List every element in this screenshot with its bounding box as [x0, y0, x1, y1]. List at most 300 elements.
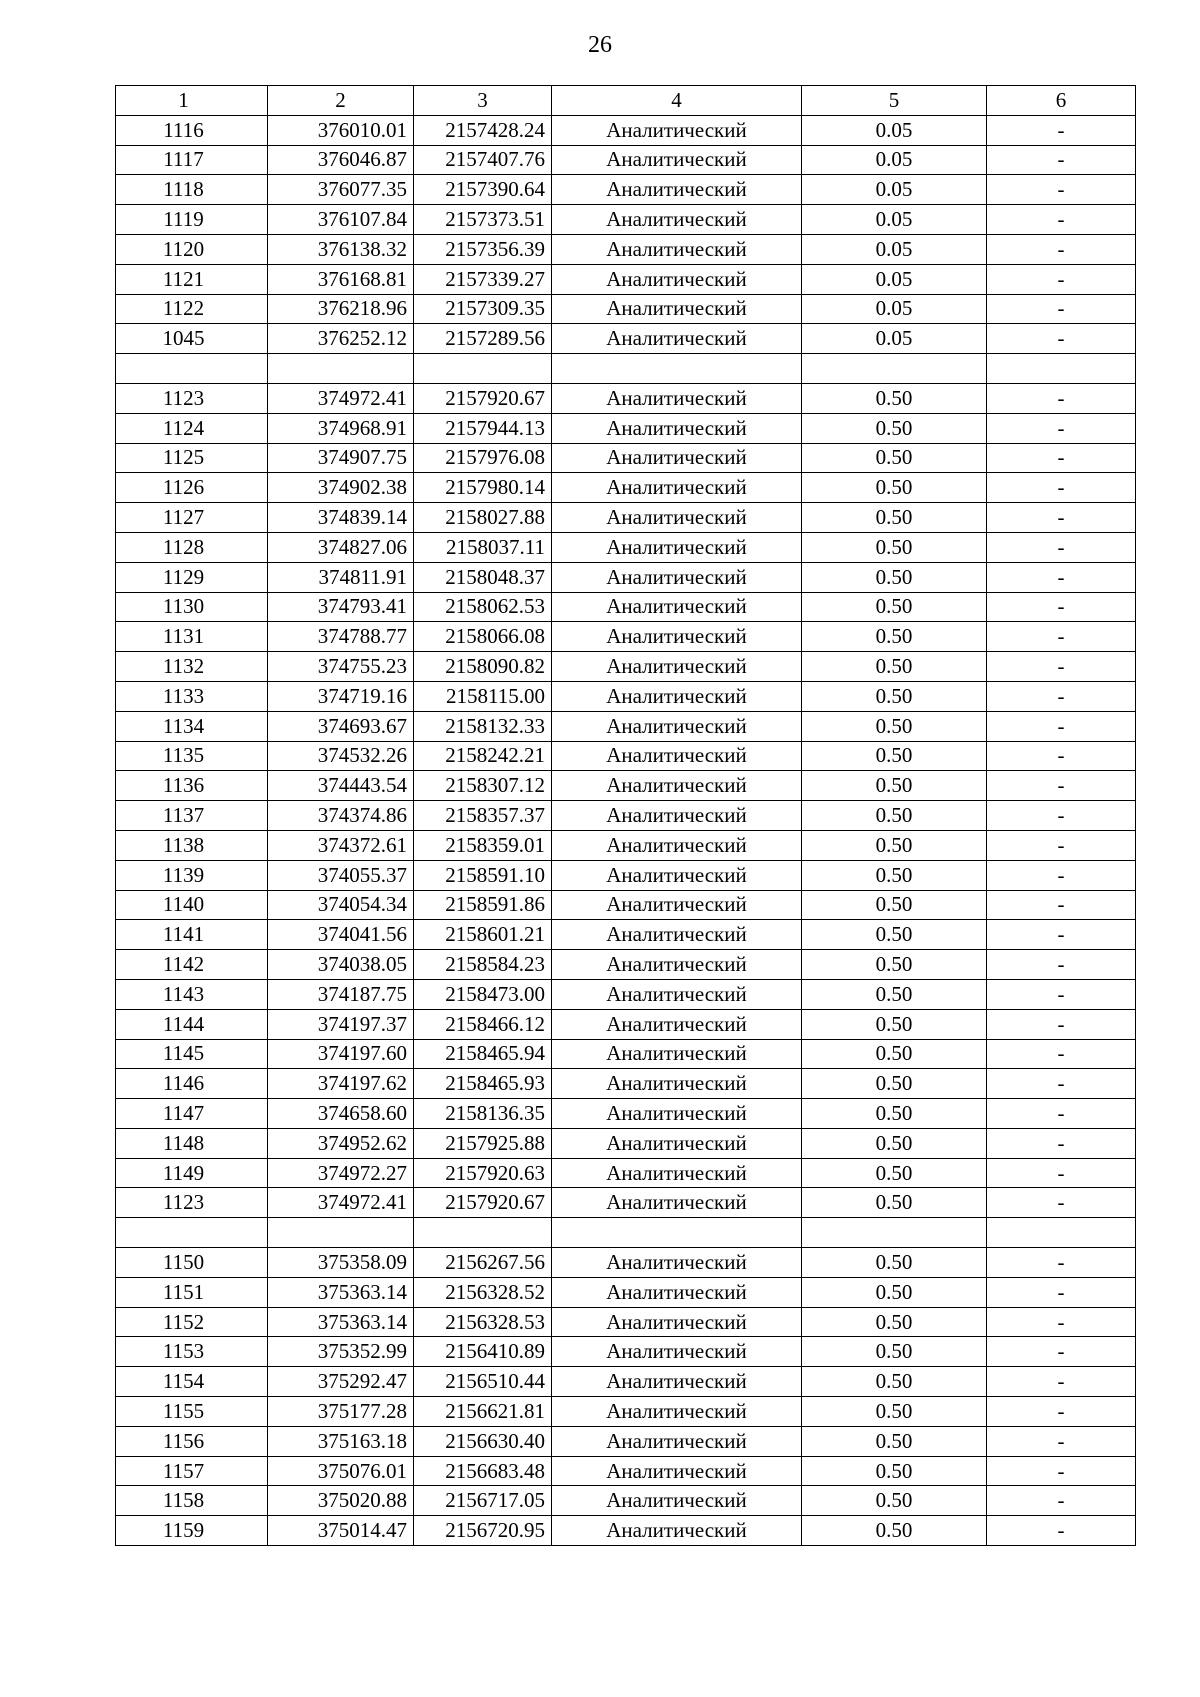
y-coordinate-cell: 2158037.11 [414, 532, 552, 562]
method-cell: Аналитический [552, 1188, 802, 1218]
note-cell: - [987, 860, 1136, 890]
note-cell: - [987, 1397, 1136, 1427]
point-number-cell: 1133 [116, 681, 268, 711]
x-coordinate-cell: 375358.09 [268, 1248, 414, 1278]
method-cell: Аналитический [552, 1426, 802, 1456]
table-row [116, 711, 1136, 741]
x-coordinate-cell: 374038.05 [268, 950, 414, 980]
x-coordinate-cell: 374793.41 [268, 592, 414, 622]
table-row [116, 979, 1136, 1009]
x-coordinate-cell: 375177.28 [268, 1397, 414, 1427]
x-coordinate-cell: 376077.35 [268, 175, 414, 205]
point-number-cell: 1134 [116, 711, 268, 741]
y-coordinate-cell: 2157339.27 [414, 264, 552, 294]
precision-cell: 0.50 [802, 1277, 987, 1307]
note-cell: - [987, 1188, 1136, 1218]
point-number-cell: 1139 [116, 860, 268, 890]
x-coordinate-cell: 375163.18 [268, 1426, 414, 1456]
precision-cell: 0.50 [802, 473, 987, 503]
point-number-cell: 1045 [116, 324, 268, 354]
x-coordinate-cell: 374788.77 [268, 622, 414, 652]
note-cell: - [987, 592, 1136, 622]
method-cell: Аналитический [552, 205, 802, 235]
note-cell: - [987, 562, 1136, 592]
method-cell: Аналитический [552, 741, 802, 771]
note-cell: - [987, 1277, 1136, 1307]
note-cell: - [987, 473, 1136, 503]
header-cell: 4 [552, 86, 802, 116]
precision-cell: 0.50 [802, 1307, 987, 1337]
precision-cell: 0.05 [802, 145, 987, 175]
y-coordinate-cell: 2158242.21 [414, 741, 552, 771]
method-cell: Аналитический [552, 652, 802, 682]
precision-cell: 0.05 [802, 264, 987, 294]
note-cell: - [987, 1128, 1136, 1158]
point-number-cell: 1130 [116, 592, 268, 622]
note-cell [987, 354, 1136, 384]
note-cell: - [987, 771, 1136, 801]
x-coordinate-cell: 374907.75 [268, 443, 414, 473]
table-row [116, 503, 1136, 533]
x-coordinate-cell: 374374.86 [268, 801, 414, 831]
point-number-cell: 1140 [116, 890, 268, 920]
x-coordinate-cell: 376218.96 [268, 294, 414, 324]
precision-cell: 0.50 [802, 592, 987, 622]
precision-cell: 0.50 [802, 1248, 987, 1278]
x-coordinate-cell: 374972.41 [268, 1188, 414, 1218]
method-cell: Аналитический [552, 443, 802, 473]
precision-cell: 0.50 [802, 1516, 987, 1546]
x-coordinate-cell: 374972.41 [268, 383, 414, 413]
method-cell: Аналитический [552, 532, 802, 562]
note-cell: - [987, 1337, 1136, 1367]
y-coordinate-cell: 2156328.52 [414, 1277, 552, 1307]
method-cell [552, 354, 802, 384]
y-coordinate-cell: 2157390.64 [414, 175, 552, 205]
point-number-cell: 1128 [116, 532, 268, 562]
method-cell: Аналитический [552, 1277, 802, 1307]
point-number-cell: 1151 [116, 1277, 268, 1307]
precision-cell: 0.50 [802, 622, 987, 652]
point-number-cell: 1149 [116, 1158, 268, 1188]
precision-cell: 0.05 [802, 115, 987, 145]
method-cell: Аналитический [552, 1397, 802, 1427]
table-row [116, 473, 1136, 503]
y-coordinate-cell: 2156630.40 [414, 1426, 552, 1456]
y-coordinate-cell: 2157920.67 [414, 383, 552, 413]
table-row [116, 860, 1136, 890]
point-number-cell: 1158 [116, 1486, 268, 1516]
y-coordinate-cell: 2158591.86 [414, 890, 552, 920]
note-cell: - [987, 443, 1136, 473]
note-cell: - [987, 1248, 1136, 1278]
point-number-cell: 1150 [116, 1248, 268, 1278]
precision-cell: 0.50 [802, 950, 987, 980]
y-coordinate-cell: 2158048.37 [414, 562, 552, 592]
y-coordinate-cell: 2158027.88 [414, 503, 552, 533]
precision-cell [802, 354, 987, 384]
x-coordinate-cell: 375014.47 [268, 1516, 414, 1546]
coordinates-table [115, 85, 1136, 1546]
precision-cell: 0.50 [802, 1069, 987, 1099]
precision-cell: 0.05 [802, 175, 987, 205]
x-coordinate-cell: 375076.01 [268, 1456, 414, 1486]
note-cell: - [987, 294, 1136, 324]
point-number-cell: 1127 [116, 503, 268, 533]
y-coordinate-cell: 2157925.88 [414, 1128, 552, 1158]
method-cell: Аналитический [552, 1248, 802, 1278]
note-cell: - [987, 950, 1136, 980]
method-cell: Аналитический [552, 294, 802, 324]
note-cell: - [987, 532, 1136, 562]
method-cell: Аналитический [552, 950, 802, 980]
y-coordinate-cell: 2158473.00 [414, 979, 552, 1009]
point-number-cell: 1152 [116, 1307, 268, 1337]
table-row [116, 622, 1136, 652]
precision-cell: 0.50 [802, 771, 987, 801]
note-cell: - [987, 1039, 1136, 1069]
x-coordinate-cell: 376168.81 [268, 264, 414, 294]
precision-cell: 0.50 [802, 1456, 987, 1486]
precision-cell: 0.05 [802, 234, 987, 264]
table-row [116, 413, 1136, 443]
point-number-cell: 1143 [116, 979, 268, 1009]
y-coordinate-cell: 2158307.12 [414, 771, 552, 801]
y-coordinate-cell: 2156267.56 [414, 1248, 552, 1278]
y-coordinate-cell: 2158601.21 [414, 920, 552, 950]
note-cell: - [987, 801, 1136, 831]
precision-cell: 0.50 [802, 532, 987, 562]
x-coordinate-cell: 374952.62 [268, 1128, 414, 1158]
x-coordinate-cell: 374719.16 [268, 681, 414, 711]
note-cell: - [987, 1099, 1136, 1129]
precision-cell: 0.50 [802, 1158, 987, 1188]
precision-cell: 0.50 [802, 920, 987, 950]
x-coordinate-cell [268, 1218, 414, 1248]
precision-cell: 0.05 [802, 294, 987, 324]
y-coordinate-cell: 2156720.95 [414, 1516, 552, 1546]
point-number-cell: 1156 [116, 1426, 268, 1456]
x-coordinate-cell: 374902.38 [268, 473, 414, 503]
x-coordinate-cell: 375020.88 [268, 1486, 414, 1516]
precision-cell: 0.50 [802, 1039, 987, 1069]
table-separator-row [116, 354, 1136, 384]
table-row [116, 950, 1136, 980]
table-row [116, 1248, 1136, 1278]
point-number-cell: 1122 [116, 294, 268, 324]
point-number-cell: 1155 [116, 1397, 268, 1427]
method-cell: Аналитический [552, 562, 802, 592]
x-coordinate-cell: 375352.99 [268, 1337, 414, 1367]
table-row [116, 1456, 1136, 1486]
y-coordinate-cell: 2156621.81 [414, 1397, 552, 1427]
point-number-cell: 1132 [116, 652, 268, 682]
note-cell: - [987, 681, 1136, 711]
table-row [116, 830, 1136, 860]
y-coordinate-cell: 2157920.63 [414, 1158, 552, 1188]
point-number-cell: 1123 [116, 1188, 268, 1218]
method-cell: Аналитический [552, 979, 802, 1009]
table-row [116, 1099, 1136, 1129]
x-coordinate-cell: 376252.12 [268, 324, 414, 354]
point-number-cell: 1141 [116, 920, 268, 950]
precision-cell [802, 1218, 987, 1248]
note-cell: - [987, 622, 1136, 652]
precision-cell: 0.50 [802, 443, 987, 473]
y-coordinate-cell: 2156683.48 [414, 1456, 552, 1486]
note-cell: - [987, 1158, 1136, 1188]
note-cell: - [987, 741, 1136, 771]
method-cell: Аналитический [552, 681, 802, 711]
y-coordinate-cell: 2158466.12 [414, 1009, 552, 1039]
x-coordinate-cell: 374443.54 [268, 771, 414, 801]
y-coordinate-cell: 2157309.35 [414, 294, 552, 324]
precision-cell: 0.50 [802, 413, 987, 443]
point-number-cell: 1121 [116, 264, 268, 294]
x-coordinate-cell: 374811.91 [268, 562, 414, 592]
note-cell: - [987, 1069, 1136, 1099]
y-coordinate-cell: 2156510.44 [414, 1367, 552, 1397]
note-cell: - [987, 652, 1136, 682]
precision-cell: 0.50 [802, 741, 987, 771]
method-cell: Аналитический [552, 860, 802, 890]
note-cell: - [987, 503, 1136, 533]
y-coordinate-cell: 2156328.53 [414, 1307, 552, 1337]
y-coordinate-cell: 2157980.14 [414, 473, 552, 503]
note-cell: - [987, 145, 1136, 175]
y-coordinate-cell [414, 354, 552, 384]
method-cell: Аналитический [552, 1069, 802, 1099]
method-cell: Аналитический [552, 1516, 802, 1546]
note-cell: - [987, 413, 1136, 443]
note-cell: - [987, 115, 1136, 145]
method-cell: Аналитический [552, 1009, 802, 1039]
x-coordinate-cell: 374827.06 [268, 532, 414, 562]
x-coordinate-cell: 376107.84 [268, 205, 414, 235]
y-coordinate-cell: 2158066.08 [414, 622, 552, 652]
method-cell: Аналитический [552, 592, 802, 622]
table-row [116, 234, 1136, 264]
y-coordinate-cell: 2158090.82 [414, 652, 552, 682]
precision-cell: 0.50 [802, 1128, 987, 1158]
page-number: 26 [588, 32, 612, 58]
method-cell: Аналитический [552, 801, 802, 831]
method-cell: Аналитический [552, 264, 802, 294]
note-cell: - [987, 234, 1136, 264]
method-cell: Аналитический [552, 234, 802, 264]
table-row [116, 532, 1136, 562]
method-cell: Аналитический [552, 830, 802, 860]
note-cell: - [987, 890, 1136, 920]
method-cell: Аналитический [552, 1367, 802, 1397]
method-cell: Аналитический [552, 771, 802, 801]
header-cell: 2 [268, 86, 414, 116]
x-coordinate-cell: 376010.01 [268, 115, 414, 145]
y-coordinate-cell: 2158359.01 [414, 830, 552, 860]
precision-cell: 0.50 [802, 890, 987, 920]
point-number-cell [116, 354, 268, 384]
note-cell: - [987, 1367, 1136, 1397]
precision-cell: 0.50 [802, 681, 987, 711]
point-number-cell: 1147 [116, 1099, 268, 1129]
y-coordinate-cell: 2157976.08 [414, 443, 552, 473]
y-coordinate-cell: 2158465.93 [414, 1069, 552, 1099]
table-row [116, 383, 1136, 413]
y-coordinate-cell: 2157428.24 [414, 115, 552, 145]
method-cell: Аналитический [552, 920, 802, 950]
table-row [116, 1277, 1136, 1307]
y-coordinate-cell: 2157407.76 [414, 145, 552, 175]
y-coordinate-cell: 2157920.67 [414, 1188, 552, 1218]
note-cell: - [987, 1486, 1136, 1516]
method-cell: Аналитический [552, 1099, 802, 1129]
note-cell: - [987, 383, 1136, 413]
x-coordinate-cell: 374197.62 [268, 1069, 414, 1099]
point-number-cell: 1117 [116, 145, 268, 175]
method-cell: Аналитический [552, 1337, 802, 1367]
point-number-cell: 1159 [116, 1516, 268, 1546]
method-cell: Аналитический [552, 1128, 802, 1158]
method-cell: Аналитический [552, 1039, 802, 1069]
point-number-cell: 1157 [116, 1456, 268, 1486]
table-row [116, 1337, 1136, 1367]
table-row [116, 1039, 1136, 1069]
precision-cell: 0.50 [802, 860, 987, 890]
table-row [116, 1009, 1136, 1039]
point-number-cell: 1119 [116, 205, 268, 235]
method-cell: Аналитический [552, 115, 802, 145]
y-coordinate-cell [414, 1218, 552, 1248]
table-row [116, 205, 1136, 235]
precision-cell: 0.50 [802, 801, 987, 831]
note-cell: - [987, 711, 1136, 741]
precision-cell: 0.50 [802, 711, 987, 741]
x-coordinate-cell: 376138.32 [268, 234, 414, 264]
note-cell: - [987, 205, 1136, 235]
point-number-cell: 1126 [116, 473, 268, 503]
note-cell: - [987, 175, 1136, 205]
point-number-cell: 1129 [116, 562, 268, 592]
header-cell: 6 [987, 86, 1136, 116]
y-coordinate-cell: 2158136.35 [414, 1099, 552, 1129]
x-coordinate-cell: 374041.56 [268, 920, 414, 950]
table-row [116, 562, 1136, 592]
method-cell: Аналитический [552, 145, 802, 175]
table-row [116, 443, 1136, 473]
table-row [116, 324, 1136, 354]
x-coordinate-cell: 375292.47 [268, 1367, 414, 1397]
precision-cell: 0.05 [802, 205, 987, 235]
table-row [116, 920, 1136, 950]
method-cell: Аналитический [552, 622, 802, 652]
x-coordinate-cell: 374054.34 [268, 890, 414, 920]
note-cell: - [987, 1456, 1136, 1486]
method-cell: Аналитический [552, 1307, 802, 1337]
point-number-cell: 1123 [116, 383, 268, 413]
method-cell: Аналитический [552, 324, 802, 354]
y-coordinate-cell: 2158357.37 [414, 801, 552, 831]
table-row [116, 1397, 1136, 1427]
point-number-cell: 1124 [116, 413, 268, 443]
note-cell: - [987, 1426, 1136, 1456]
y-coordinate-cell: 2157356.39 [414, 234, 552, 264]
y-coordinate-cell: 2158465.94 [414, 1039, 552, 1069]
table-row [116, 175, 1136, 205]
y-coordinate-cell: 2157373.51 [414, 205, 552, 235]
x-coordinate-cell: 374055.37 [268, 860, 414, 890]
table-row [116, 1128, 1136, 1158]
point-number-cell: 1154 [116, 1367, 268, 1397]
note-cell: - [987, 1307, 1136, 1337]
point-number-cell: 1148 [116, 1128, 268, 1158]
precision-cell: 0.50 [802, 1486, 987, 1516]
table-row [116, 801, 1136, 831]
method-cell: Аналитический [552, 503, 802, 533]
y-coordinate-cell: 2156410.89 [414, 1337, 552, 1367]
y-coordinate-cell: 2158132.33 [414, 711, 552, 741]
precision-cell: 0.50 [802, 1337, 987, 1367]
y-coordinate-cell: 2156717.05 [414, 1486, 552, 1516]
point-number-cell: 1138 [116, 830, 268, 860]
table-row [116, 294, 1136, 324]
method-cell: Аналитический [552, 413, 802, 443]
method-cell: Аналитический [552, 1486, 802, 1516]
method-cell: Аналитический [552, 1456, 802, 1486]
precision-cell: 0.05 [802, 324, 987, 354]
y-coordinate-cell: 2158062.53 [414, 592, 552, 622]
x-coordinate-cell: 374532.26 [268, 741, 414, 771]
table-row [116, 1158, 1136, 1188]
header-cell: 3 [414, 86, 552, 116]
note-cell: - [987, 830, 1136, 860]
note-cell: - [987, 1009, 1136, 1039]
point-number-cell: 1120 [116, 234, 268, 264]
table-row [116, 1069, 1136, 1099]
table-row [116, 1307, 1136, 1337]
y-coordinate-cell: 2158584.23 [414, 950, 552, 980]
table-row [116, 1188, 1136, 1218]
table-header-row [116, 86, 1136, 116]
note-cell: - [987, 979, 1136, 1009]
y-coordinate-cell: 2157944.13 [414, 413, 552, 443]
method-cell: Аналитический [552, 711, 802, 741]
precision-cell: 0.50 [802, 1099, 987, 1129]
precision-cell: 0.50 [802, 652, 987, 682]
table-row [116, 1367, 1136, 1397]
x-coordinate-cell: 375363.14 [268, 1277, 414, 1307]
x-coordinate-cell [268, 354, 414, 384]
method-cell: Аналитический [552, 1158, 802, 1188]
header-cell: 5 [802, 86, 987, 116]
point-number-cell [116, 1218, 268, 1248]
method-cell: Аналитический [552, 473, 802, 503]
point-number-cell: 1135 [116, 741, 268, 771]
precision-cell: 0.50 [802, 562, 987, 592]
table-row [116, 1426, 1136, 1456]
table-row [116, 1516, 1136, 1546]
y-coordinate-cell: 2157289.56 [414, 324, 552, 354]
table-row [116, 264, 1136, 294]
point-number-cell: 1116 [116, 115, 268, 145]
x-coordinate-cell: 374755.23 [268, 652, 414, 682]
point-number-cell: 1144 [116, 1009, 268, 1039]
note-cell: - [987, 920, 1136, 950]
precision-cell: 0.50 [802, 503, 987, 533]
table-row [116, 1486, 1136, 1516]
table-separator-row [116, 1218, 1136, 1248]
precision-cell: 0.50 [802, 383, 987, 413]
table-row [116, 741, 1136, 771]
